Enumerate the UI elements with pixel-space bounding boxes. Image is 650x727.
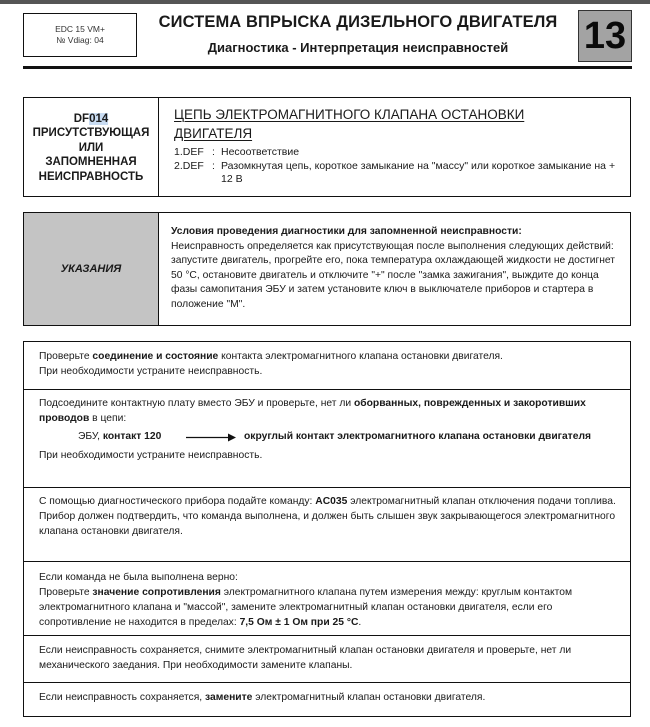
notes-label: УКАЗАНИЯ — [24, 213, 159, 325]
definition-separator: : — [212, 146, 215, 158]
step-text: Если неисправность сохраняется, — [39, 692, 206, 703]
command-code: AC035 — [315, 496, 348, 507]
fault-code-prefix: DF — [73, 112, 90, 125]
definition-separator: : — [212, 159, 215, 172]
section-number-badge: 13 — [578, 10, 632, 62]
wire-source — [78, 430, 186, 444]
fault-code — [74, 112, 109, 127]
step-text: При необходимости устраните неисправность. — [39, 366, 263, 377]
step-check-connection — [24, 342, 630, 389]
definition-value: Разомкнутая цепь, короткое замыкание на "массу" или короткое замыкание на + 12 В — [221, 159, 616, 185]
step-text: электромагнитного клапана путем измерения между: круглым контактом электромагнитного клапана и "массой", замените электромагнитный клапан остановки двигателя, если его сопротивление не находится в пределах: — [39, 587, 573, 628]
step-text: электромагнитный клапан остановки двигателя. — [252, 692, 486, 703]
step-text: При необходимости устраните неисправность. — [39, 450, 263, 461]
step-text: Проверьте — [39, 587, 93, 598]
page-subtitle: Диагностика - Интерпретация неисправностей — [207, 40, 509, 55]
step-check-resistance — [24, 561, 630, 635]
system-id-box — [23, 13, 137, 57]
fault-code-cell — [24, 98, 159, 196]
notes-box — [23, 212, 631, 326]
step-text: С помощью диагностического прибора подайте команду: — [39, 496, 316, 507]
arrow-right-icon — [186, 430, 244, 444]
fault-definition — [174, 146, 618, 160]
step-text: Если команда не была выполнена верно: — [39, 572, 238, 583]
diagnostic-steps — [23, 341, 631, 717]
step-check-wiring — [24, 389, 630, 487]
vdiag-number: № Vdiag: 04 — [56, 35, 104, 45]
fault-code-number: 014 — [89, 112, 109, 125]
step-text: электромагнитный клапан отключения подачи топлива. — [347, 496, 616, 507]
definition-key: 2.DEF — [174, 159, 204, 172]
step-text: Если неисправность сохраняется, снимите электромагнитный клапан остановки двигателя и проверьте, нет ли механического заедания. При необходимости замените клапаны. — [39, 645, 572, 671]
step-text: контакта электромагнитного клапана остановки двигателя. — [218, 351, 503, 362]
wire-destination: округлый контакт электромагнитного клапана остановки двигателя — [244, 431, 592, 442]
step-mechanical-check — [24, 635, 630, 682]
definition-key: 1.DEF — [174, 146, 204, 158]
notes-content — [159, 213, 630, 325]
resistance-spec: 7,5 Ом ± 1 Ом при 25 °С — [239, 617, 359, 628]
fault-status-line: НЕИСПРАВНОСТЬ — [38, 170, 144, 183]
page-title: СИСТЕМА ВПРЫСКА ДИЗЕЛЬНОГО ДВИГАТЕЛЯ — [158, 13, 558, 31]
step-actuator-command — [24, 487, 630, 561]
wire-source-unit: ЭБУ, — [78, 431, 103, 442]
page-top-bar — [0, 0, 650, 4]
definition-value: Несоответствие — [221, 146, 300, 158]
system-name: EDC 15 VM+ — [55, 24, 105, 34]
fault-info-box — [23, 97, 631, 197]
step-text: Подсоедините контактную плату вместо ЭБУ и проверьте, нет ли — [39, 398, 354, 409]
fault-definitions — [174, 146, 618, 187]
step-emphasis: замените — [205, 692, 253, 703]
step-emphasis: соединение и состояние — [92, 351, 219, 362]
step-emphasis: оборванных, поврежденных и закоротивших проводов — [39, 398, 586, 424]
fault-status-line: ПРИСУТСТВУЮЩАЯ — [32, 127, 150, 140]
step-text: Проверьте — [39, 351, 93, 362]
fault-status-line: ИЛИ — [78, 141, 104, 154]
fault-title: ЦЕПЬ ЭЛЕКТРОМАГНИТНОГО КЛАПАНА ОСТАНОВКИ ДВИГАТЕЛЯ — [174, 107, 525, 141]
header-divider — [23, 66, 632, 69]
step-emphasis: значение сопротивления — [92, 587, 221, 598]
step-text: Прибор должен подтвердить, что команда выполнена, и должен быть слышен звук закрывающегося электромагнитного клапана остановки двигателя. — [39, 511, 616, 537]
step-text: . — [358, 617, 362, 628]
wiring-connection — [78, 430, 620, 444]
step-replace-valve — [24, 682, 630, 716]
step-text: в цепи: — [89, 413, 127, 424]
notes-heading: Условия проведения диагностики для запомненной неисправности: — [171, 226, 522, 237]
fault-definition — [174, 160, 618, 187]
notes-body: Неисправность определяется как присутствующая после выполнения следующих действий: запустите двигатель, прогрейте его, пока температура охлаждающей жидкости не достигнет 50 °С, остановите двигатель и отключите "+" после "замка зажигания", выждите до конца фазы самопитания ЭБУ и затем установите ключ в выключателе приборов и стартера в положение "М". — [171, 240, 615, 310]
fault-status-line: ЗАПОМНЕННАЯ — [45, 156, 137, 169]
wire-source-pin: контакт 120 — [102, 431, 162, 442]
fault-description-cell — [159, 98, 630, 196]
